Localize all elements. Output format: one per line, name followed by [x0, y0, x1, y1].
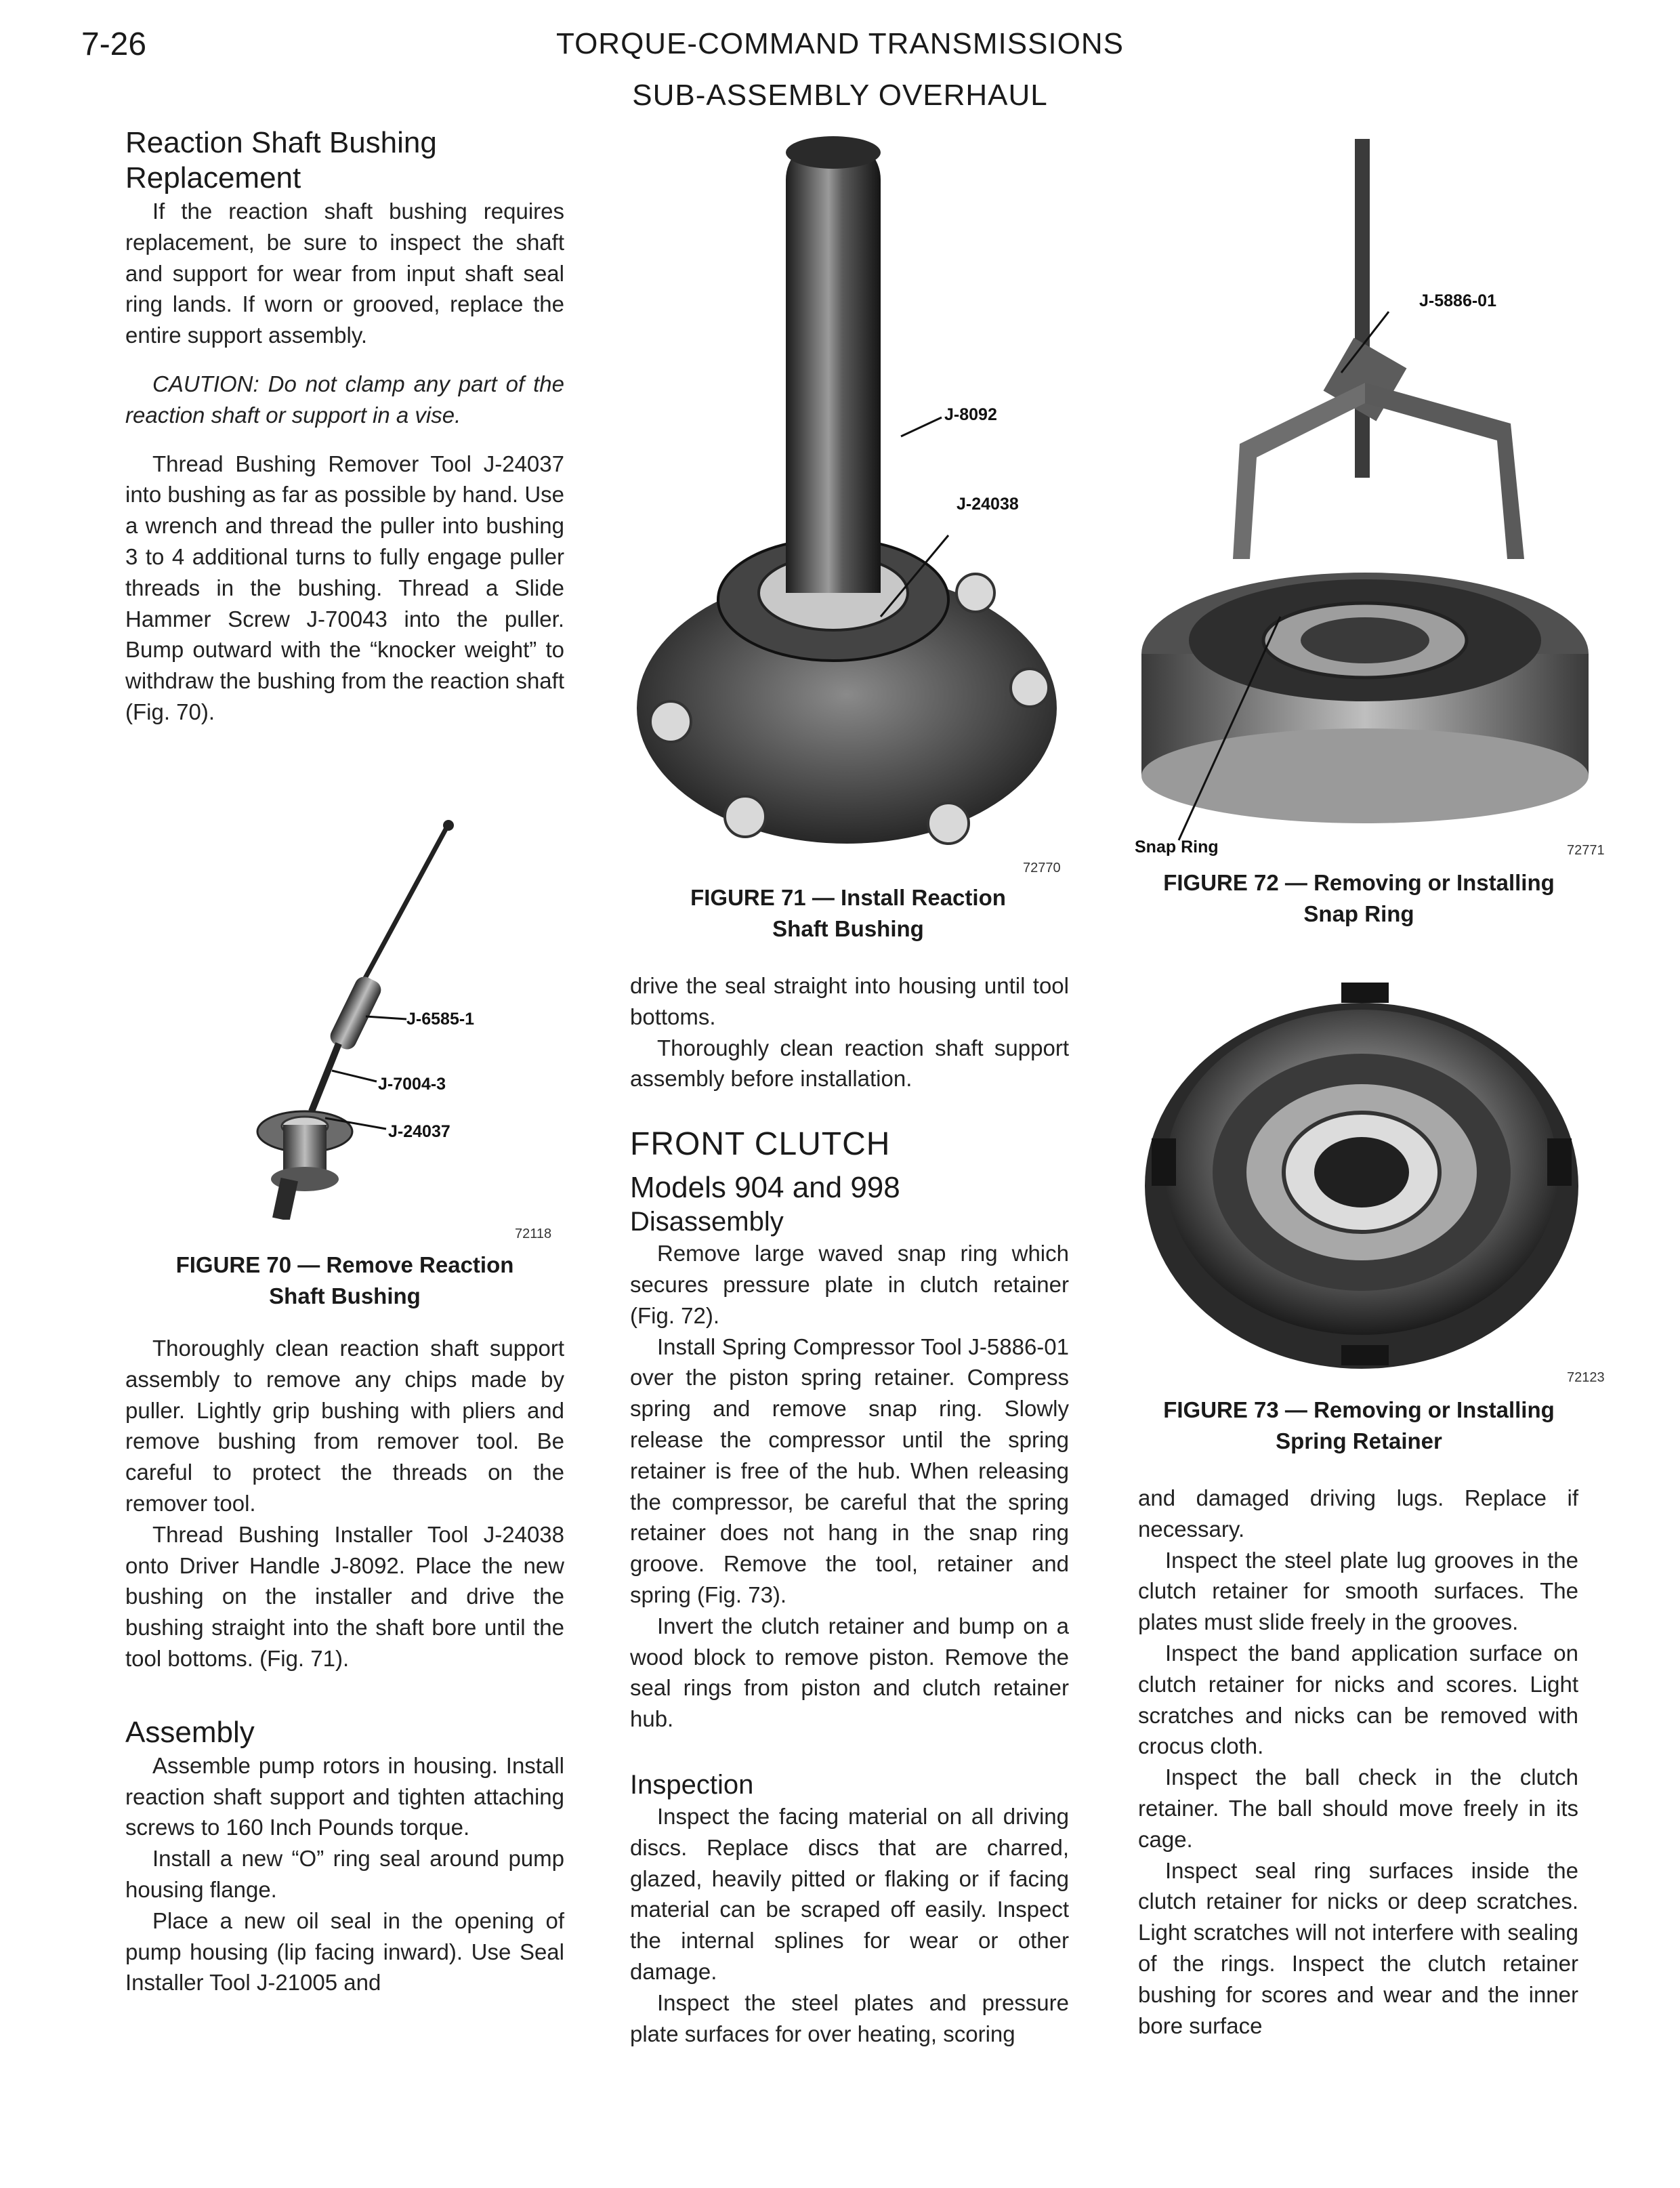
running-title: TORQUE-COMMAND TRANSMISSIONS	[556, 27, 1124, 60]
callout-snap-ring: Snap Ring	[1135, 838, 1219, 856]
figure-70-caption	[125, 1250, 564, 1312]
heading-models: Models 904 and 998	[630, 1171, 900, 1205]
left-column-bottom	[125, 1333, 564, 1998]
heading-replacement: Replacement	[125, 161, 301, 194]
caption-line: FIGURE 72 — Removing or Installing	[1163, 870, 1555, 895]
paragraph: Thoroughly clean reaction shaft support assembly before installation.	[630, 1035, 1069, 1092]
caption-line: Shaft Bushing	[772, 916, 924, 941]
paragraph: Inspect the facing material on all driving discs. Replace discs that are charred, glazed, heavily pitted or flaking or if facing material can be scraped off easily. Inspect the internal splines for wear or other damage.	[630, 1803, 1069, 1984]
figure-72-caption	[1125, 867, 1593, 930]
section-title: SUB-ASSEMBLY OVERHAUL	[632, 79, 1048, 112]
heading-reaction-shaft-bushing: Reaction Shaft Bushing	[125, 126, 437, 159]
heading-front-clutch: FRONT CLUTCH	[630, 1126, 891, 1163]
paragraph: Thoroughly clean reaction shaft support assembly to remove any chips made by puller. Lightly grip bushing with pliers and remove bushing from remover tool. Be careful to protect the threads on the remover tool.	[125, 1336, 564, 1516]
callout-j-6585-1: J-6585-1	[406, 1010, 475, 1029]
caption-line: FIGURE 73 — Removing or Installing	[1163, 1397, 1555, 1422]
paragraph: Inspect seal ring surfaces inside the clutch retainer for nicks or deep scratches. Light scratches will not interfere with sealing of the rings. Inspect the clutch retainer bushing for scores and wear and the inner bore surface	[1138, 1857, 1578, 2038]
page-number: 7-26	[81, 26, 147, 62]
paragraph: Place a new oil seal in the opening of pump housing (lip facing inward). Use Seal Installer Tool J-21005 and	[125, 1907, 564, 1996]
paragraph: Inspect the band application surface on clutch retainer for nicks and scores. Light scratches and nicks can be removed with crocus cloth.	[1138, 1640, 1578, 1759]
caption-line: FIGURE 70 — Remove Reaction	[175, 1252, 514, 1277]
paragraph: Inspect the steel plate lug grooves in the clutch retainer for smooth surfaces. The plates must slide freely in the grooves.	[1138, 1547, 1578, 1635]
paragraph: Remove large waved snap ring which secures pressure plate in clutch retainer (Fig. 72).	[630, 1241, 1069, 1328]
figure-73-number: 72123	[1567, 1370, 1605, 1385]
paragraph: drive the seal straight into housing until tool bottoms.	[630, 973, 1069, 1029]
caution-note: CAUTION: Do not clamp any part of the reaction shaft or support in a vise.	[125, 371, 564, 428]
heading-inspection: Inspection	[630, 1769, 754, 1800]
paragraph: If the reaction shaft bushing requires replacement, be sure to inspect the shaft and support for wear from input shaft seal ring lands. If worn or grooved, replace the entire support assembly.	[125, 199, 564, 348]
heading-disassembly: Disassembly	[630, 1207, 784, 1237]
figure-72-leader-lines	[1165, 291, 1463, 847]
callout-j-24038: J-24038	[957, 495, 1019, 514]
paragraph: Thread Bushing Remover Tool J-24037 into bushing as far as possible by hand. Use a wrench and thread the puller into bushing 3 to 4 additional turns to fully engage puller threads in the bushing. Thread a Slide Hammer Screw J-70043 into the puller. Bump outward with the “knocker weight” to withdraw the bushing from the reaction shaft (Fig. 70).	[125, 451, 564, 724]
clutch-retainer-photo	[1138, 955, 1585, 1376]
paragraph: Invert the clutch retainer and bump on a wood block to remove piston. Remove the seal rings from piston and clutch retainer hub.	[630, 1613, 1069, 1732]
caption-line: Spring Retainer	[1276, 1428, 1442, 1453]
paragraph: Assemble pump rotors in housing. Install reaction shaft support and tighten attaching screws to 160 Inch Pounds torque.	[125, 1752, 564, 1840]
right-column	[1138, 1483, 1578, 2041]
figure-72-number: 72771	[1567, 843, 1605, 858]
callout-j-8092: J-8092	[944, 405, 997, 424]
callout-j-5886-01: J-5886-01	[1419, 291, 1496, 310]
caption-line: FIGURE 71 — Install Reaction	[690, 885, 1006, 910]
paragraph: Install Spring Compressor Tool J-5886-01 over the piston spring retainer. Compress spring and remove snap ring. Slowly release the compressor until the spring retainer is free of the hub. When releasing the compressor, be careful that the spring retainer does not hang in the snap ring groove. Remove the tool, retainer and spring (Fig. 73).	[630, 1334, 1069, 1607]
figure-73-caption	[1125, 1395, 1593, 1457]
caption-line: Snap Ring	[1303, 901, 1414, 926]
paragraph: Inspect the steel plates and pressure plate surfaces for over heating, scoring	[630, 1989, 1069, 2046]
callout-j-24037: J-24037	[388, 1122, 450, 1141]
figure-70-number: 72118	[515, 1226, 552, 1241]
left-column-top	[125, 125, 564, 728]
callout-j-7004-3: J-7004-3	[378, 1075, 446, 1094]
heading-assembly: Assembly	[125, 1715, 255, 1749]
figure-71-caption	[627, 882, 1070, 945]
caption-line: Shaft Bushing	[269, 1283, 421, 1308]
figure-71-leader-lines	[854, 407, 962, 623]
paragraph: and damaged driving lugs. Replace if necessary.	[1138, 1485, 1578, 1542]
paragraph: Thread Bushing Installer Tool J-24038 onto Driver Handle J-8092. Place the new bushing on the installer and drive the bushing straight into the shaft bore until the tool bottoms. (Fig. 71).	[125, 1521, 564, 1671]
paragraph: Inspect the ball check in the clutch retainer. The ball should move freely in its cage.	[1138, 1764, 1578, 1852]
paragraph: Install a new “O” ring seal around pump housing flange.	[125, 1846, 564, 1902]
figure-73-photo	[1138, 955, 1585, 1376]
figure-70-leader-lines	[285, 1010, 420, 1145]
figure-71-number: 72770	[1023, 861, 1061, 875]
middle-column	[630, 970, 1069, 2049]
